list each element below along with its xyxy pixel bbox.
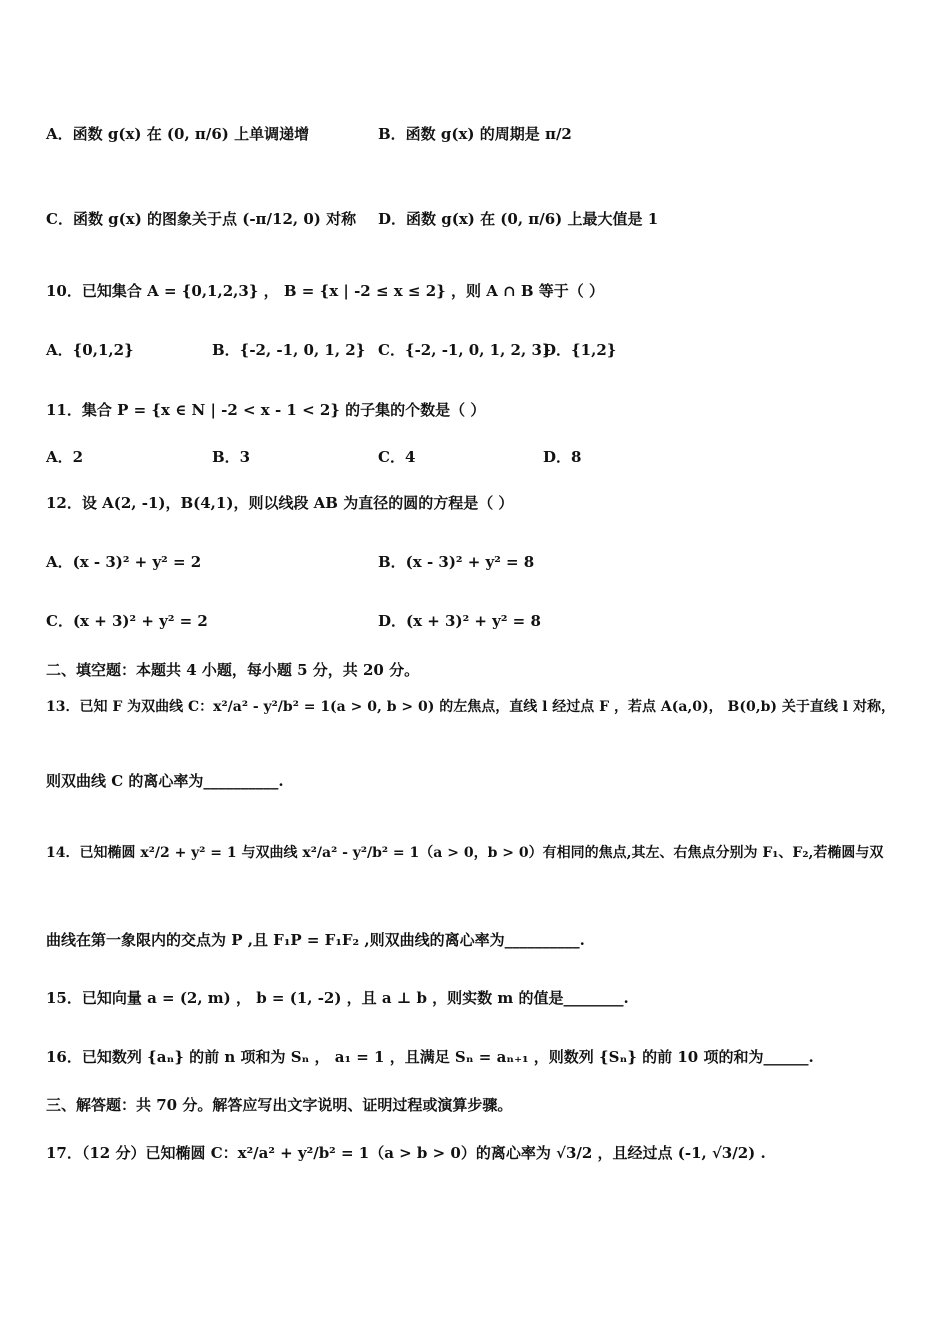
section-2-heading: 二、填空题：本题共 4 小题，每小题 5 分，共 20 分。 [46,661,420,679]
q9-option-a: A．函数 g(x) 在 (0, π/6) 上单调递增 [46,125,310,143]
q12-option-a: A．(x - 3)² + y² = 2 [46,553,202,571]
q10-option-b: B．{-2, -1, 0, 1, 2} [212,341,366,359]
q12-option-d: D．(x + 3)² + y² = 8 [378,612,541,630]
q10-stem: 10．已知集合 A = {0,1,2,3} ， B = {x | -2 ≤ x ≤ 2} ，则 A ∩ B 等于（ ） [46,282,605,300]
q9-option-d: D．函数 g(x) 在 (0, π/6) 上最大值是 1 [378,210,659,228]
q11-stem: 11．集合 P = {x ∈ N | -2 < x - 1 < 2} 的子集的个数是（ ） [46,401,486,419]
q11-option-c: C．4 [378,448,416,466]
q12-option-b: B．(x - 3)² + y² = 8 [378,553,535,571]
q14-line-2: 曲线在第一象限内的交点为 P ,且 F₁P = F₁F₂ ,则双曲线的离心率为__________. [46,931,585,949]
q13-line-1: 13．已知 F 为双曲线 C：x²/a² - y²/b² = 1(a > 0, b > 0) 的左焦点，直线 l 经过点 F ，若点 A(a,0)， B(0,b) 关于直线 l 对称， [46,699,895,715]
q13-line-2: 则双曲线 C 的离心率为__________. [46,772,284,790]
q11-option-b: B．3 [212,448,251,466]
section-3-heading: 三、解答题：共 70 分。解答应写出文字说明、证明过程或演算步骤。 [46,1096,513,1114]
q10-option-c: C．{-2, -1, 0, 1, 2, 3} [378,341,552,359]
q16-text: 16．已知数列 {aₙ} 的前 n 项和为 Sₙ ， a₁ = 1 ，且满足 Sₙ = aₙ₊₁ ，则数列 {Sₙ} 的前 10 项的和为______. [46,1048,814,1066]
q9-option-b: B．函数 g(x) 的周期是 π/2 [378,125,572,143]
q17-text: 17．（12 分）已知椭圆 C：x²/a² + y²/b² = 1（a > b > 0）的离心率为 √3/2 ，且经过点 (-1, √3/2) . [46,1144,766,1162]
q11-option-d: D．8 [543,448,582,466]
q12-stem: 12．设 A(2, -1)，B(4,1)，则以线段 AB 为直径的圆的方程是（ ） [46,494,514,512]
q10-option-d: D．{1,2} [543,341,617,359]
q15-text: 15．已知向量 a = (2, m) ， b = (1, -2) ，且 a ⊥ b ，则实数 m 的值是________. [46,989,629,1007]
q12-option-c: C．(x + 3)² + y² = 2 [46,612,208,630]
q14-line-1: 14．已知椭圆 x²/2 + y² = 1 与双曲线 x²/a² - y²/b² = 1（a > 0，b > 0）有相同的焦点,其左、右焦点分别为 F₁、F₂,若椭圆与双 [46,845,884,861]
q11-option-a: A．2 [46,448,84,466]
q10-option-a: A．{0,1,2} [46,341,134,359]
q9-option-c: C．函数 g(x) 的图象关于点 (-π/12, 0) 对称 [46,210,357,228]
